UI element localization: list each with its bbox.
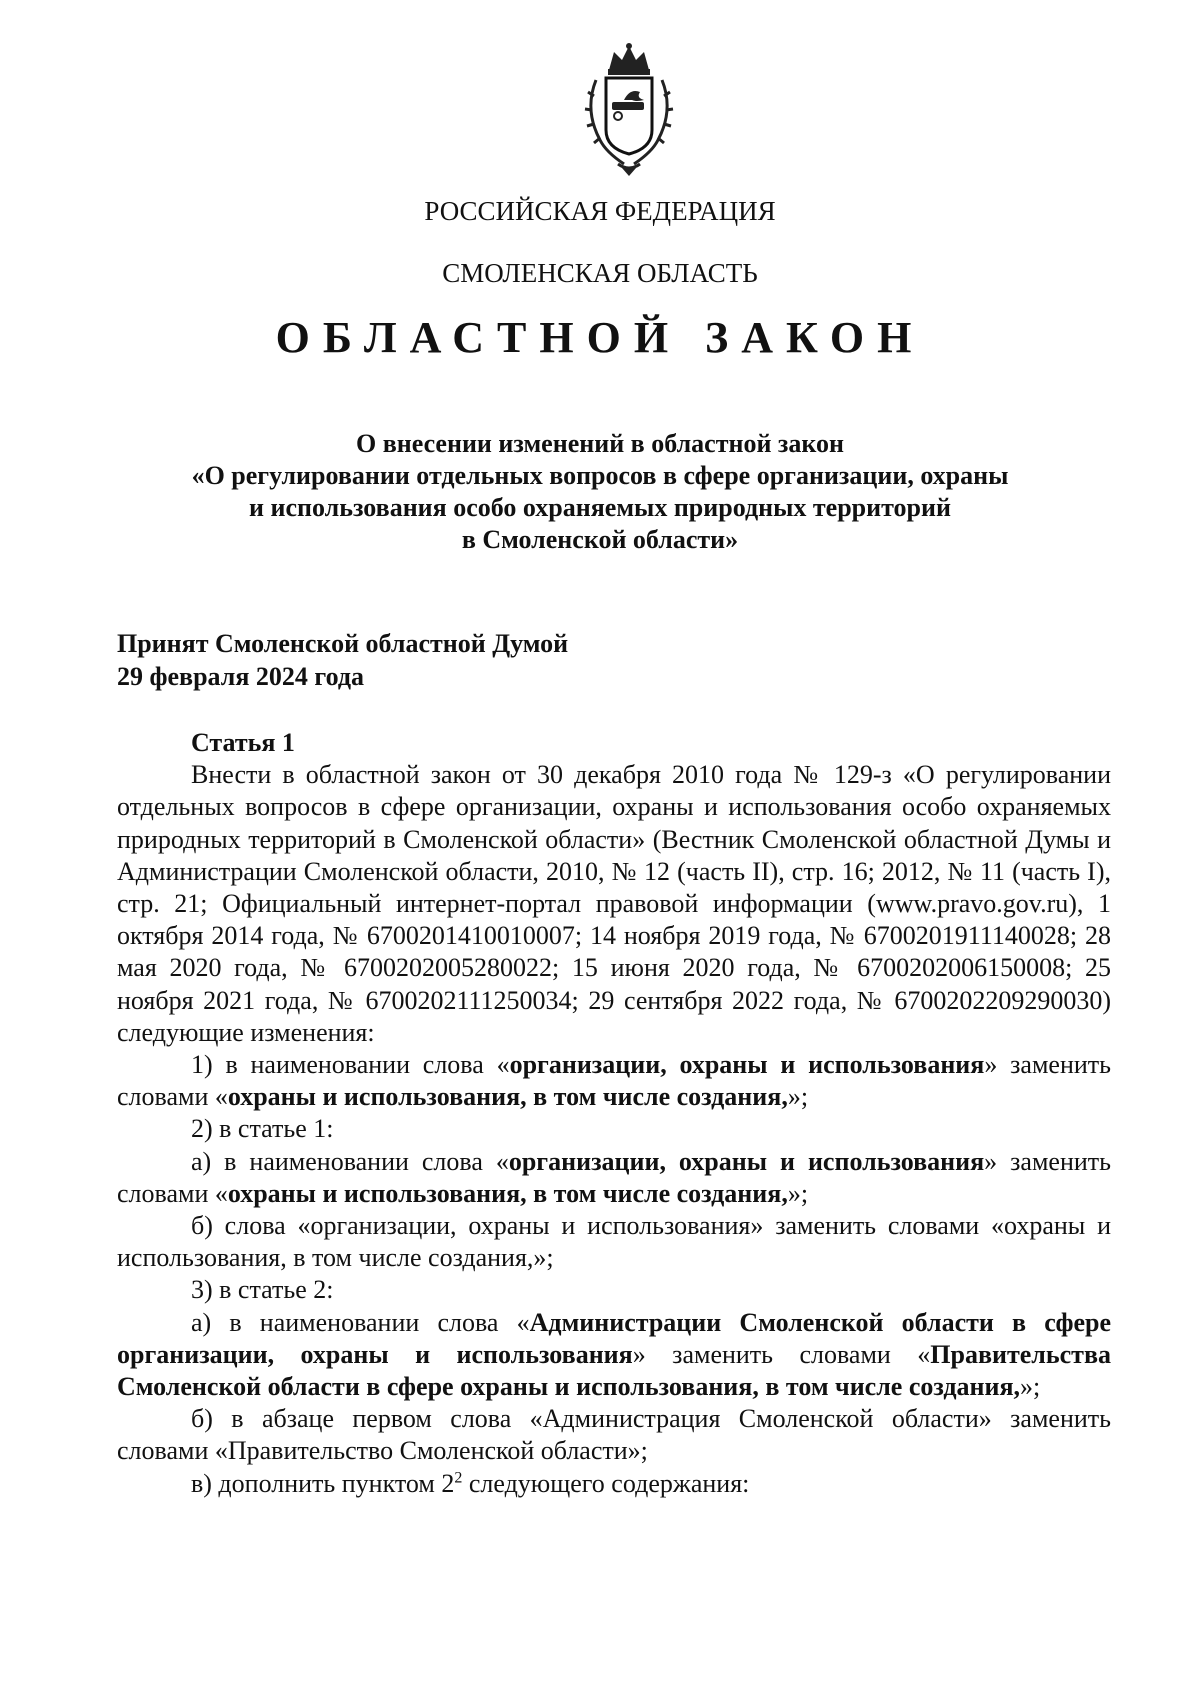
article-intro-paragraph: Внести в областной закон от 30 декабря 2010 года № 129-з «О регулировании отдельных вопросов в сфере организации, охраны и использования особо охраняемых природных территорий в Смоленской области» (Вестник Смоленской областной Думы и Администрации Смоленской области, 2010, № 12 (часть II), стр. 16; 2012, № 11 (часть I), стр. 21; Официальный интернет-портал правовой информации (www.pravo.gov.ru), 1 октября 2014 года, № 6700201410010007; 14 ноября 2019 года, № 6700201911140028; 28 мая 2020 года, № 6700202005280022; 15 июня 2020 года, № 6700202006150008; 25 ноября 2021 года, № 6700202111250034; 29 сентября 2022 года, № 6700202209290030) следующие изменения: bbox=[117, 760, 1111, 1047]
amendment-item-3b: б) в абзаце первом слова «Администрация Смоленской области» заменить словами «Правительство Смоленской области»; bbox=[117, 1404, 1111, 1466]
country-heading: РОССИЙСКАЯ ФЕДЕРАЦИЯ bbox=[424, 196, 776, 226]
amendment-item-2a: а) в наименовании слова «организации, охраны и использования» заменить словами «охраны и использования, в том числе создания,»; bbox=[117, 1146, 1111, 1208]
region-heading: СМОЛЕНСКАЯ ОБЛАСТЬ bbox=[442, 258, 758, 288]
subject-line: О внесении изменений в областной закон bbox=[355, 429, 845, 458]
amendment-item-3v: в) дополнить пунктом $2^2$ следующего содержания: bbox=[191, 1468, 750, 1498]
smolensk-coat-of-arms-icon bbox=[574, 40, 684, 180]
adoption-date: 29 февраля 2024 года bbox=[117, 662, 364, 691]
amendment-item-1: 1) в наименовании слова «организации, охраны и использования» заменить словами «охраны и использования, в том числе создания,»; bbox=[117, 1050, 1111, 1112]
amendment-item-3a: а) в наименовании слова «Администрации Смоленской области в сфере организации, охраны и использования» заменить словами «Правительства Смоленской области в сфере охраны и использования, в том числе создания,»; bbox=[117, 1307, 1111, 1402]
subject-line: «О регулировании отдельных вопросов в сфере организации, охраны bbox=[191, 461, 1009, 490]
adoption-info bbox=[117, 627, 568, 693]
subject-line: и использования особо охраняемых природных территорий bbox=[249, 493, 951, 522]
amendment-item-2: 2) в статье 1: bbox=[191, 1114, 334, 1144]
document-type-title: ОБЛАСТНОЙ ЗАКОН bbox=[275, 313, 925, 362]
article-heading: Статья 1 bbox=[191, 728, 295, 757]
law-subject bbox=[120, 428, 1080, 556]
subject-line: в Смоленской области» bbox=[461, 525, 739, 554]
amendment-item-2b: б) слова «организации, охраны и использования» заменить словами «охраны и использования, в том числе создания,»; bbox=[117, 1211, 1111, 1273]
amendment-item-3: 3) в статье 2: bbox=[191, 1275, 334, 1305]
article-body bbox=[117, 727, 1111, 1500]
adoption-body: Принят Смоленской областной Думой bbox=[117, 629, 569, 658]
